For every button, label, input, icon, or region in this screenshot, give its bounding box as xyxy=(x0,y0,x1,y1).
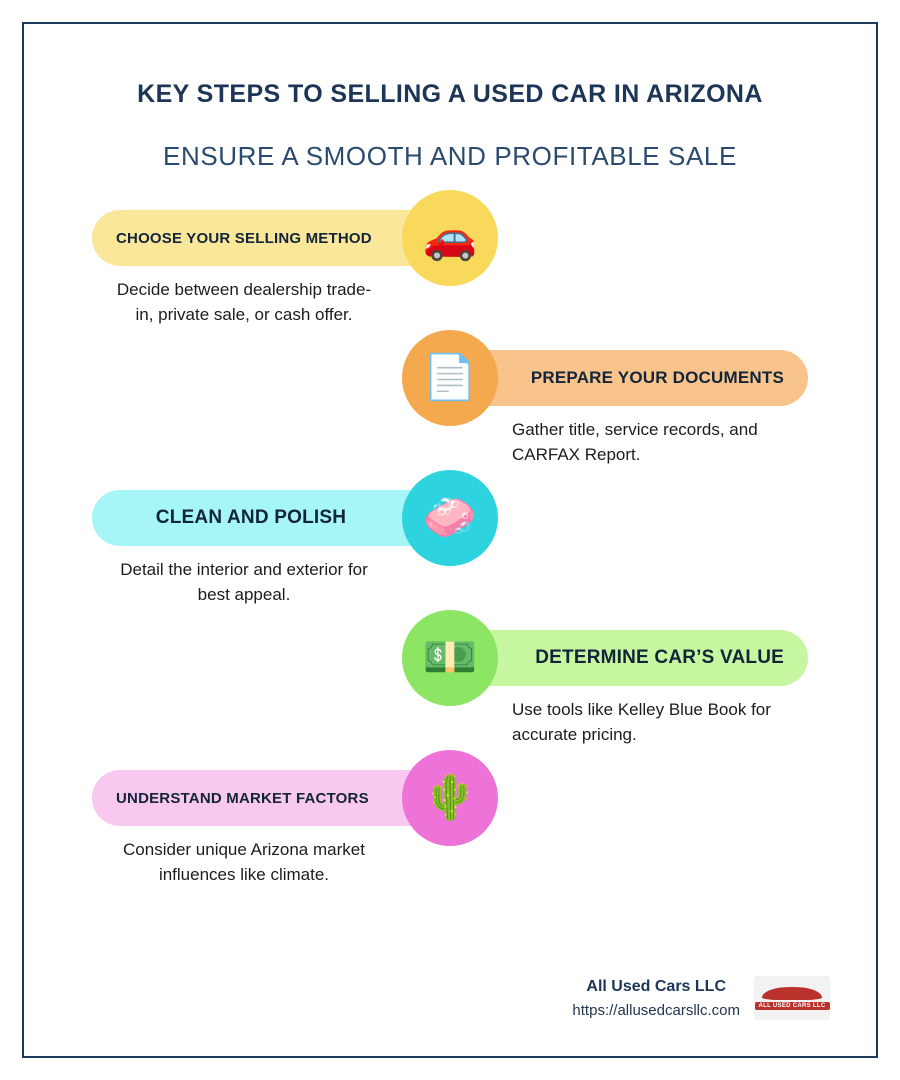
step-description: Decide between dealership trade-in, private sale, or cash offer. xyxy=(116,280,372,324)
step-icon-glyph: 🚗 xyxy=(422,213,478,263)
cactus-icon xyxy=(402,750,498,846)
step-description: Detail the interior and exterior for best appeal. xyxy=(120,560,368,604)
page-subtitle: ENSURE A SMOOTH AND PROFITABLE SALE xyxy=(163,141,737,171)
step-icon-glyph: 💵 xyxy=(422,633,478,683)
step-item xyxy=(24,480,876,620)
step-pill xyxy=(444,350,808,406)
step-item xyxy=(24,340,876,480)
soap-sponge-icon xyxy=(402,470,498,566)
step-description: Use tools like Kelley Blue Book for accurate pricing. xyxy=(512,700,771,744)
company-logo-icon xyxy=(754,976,830,1020)
step-description: Consider unique Arizona market influences like climate. xyxy=(123,840,365,884)
step-item xyxy=(24,760,876,900)
step-description: Gather title, service records, and CARFAX Report. xyxy=(512,420,758,464)
logo-swoosh-shape xyxy=(762,987,822,1000)
website-url[interactable]: https://allusedcarsllc.com xyxy=(572,1001,740,1019)
document-page-icon xyxy=(402,330,498,426)
footer-text xyxy=(572,978,740,1019)
step-label: UNDERSTAND MARKET FACTORS xyxy=(116,789,369,807)
page-title: KEY STEPS TO SELLING A USED CAR IN ARIZONA xyxy=(137,80,763,108)
logo-text: ALL USED CARS LLC xyxy=(755,1002,830,1010)
footer xyxy=(572,976,830,1020)
step-item xyxy=(24,200,876,340)
step-label: PREPARE YOUR DOCUMENTS xyxy=(530,368,784,388)
red-car-icon xyxy=(402,190,498,286)
step-icon-glyph: 🧼 xyxy=(422,493,478,543)
step-label: DETERMINE CAR’S VALUE xyxy=(535,647,784,669)
brand-name: All Used Cars LLC xyxy=(586,977,726,995)
step-item xyxy=(24,620,876,760)
step-icon-glyph: 🌵 xyxy=(422,773,478,823)
steps-list xyxy=(24,200,876,900)
money-bills-icon xyxy=(402,610,498,706)
infographic-frame xyxy=(22,22,878,1058)
step-label: CHOOSE YOUR SELLING METHOD xyxy=(116,229,372,247)
step-label: CLEAN AND POLISH xyxy=(155,507,347,529)
step-pill xyxy=(444,630,808,686)
step-icon-glyph: 📄 xyxy=(422,353,478,403)
